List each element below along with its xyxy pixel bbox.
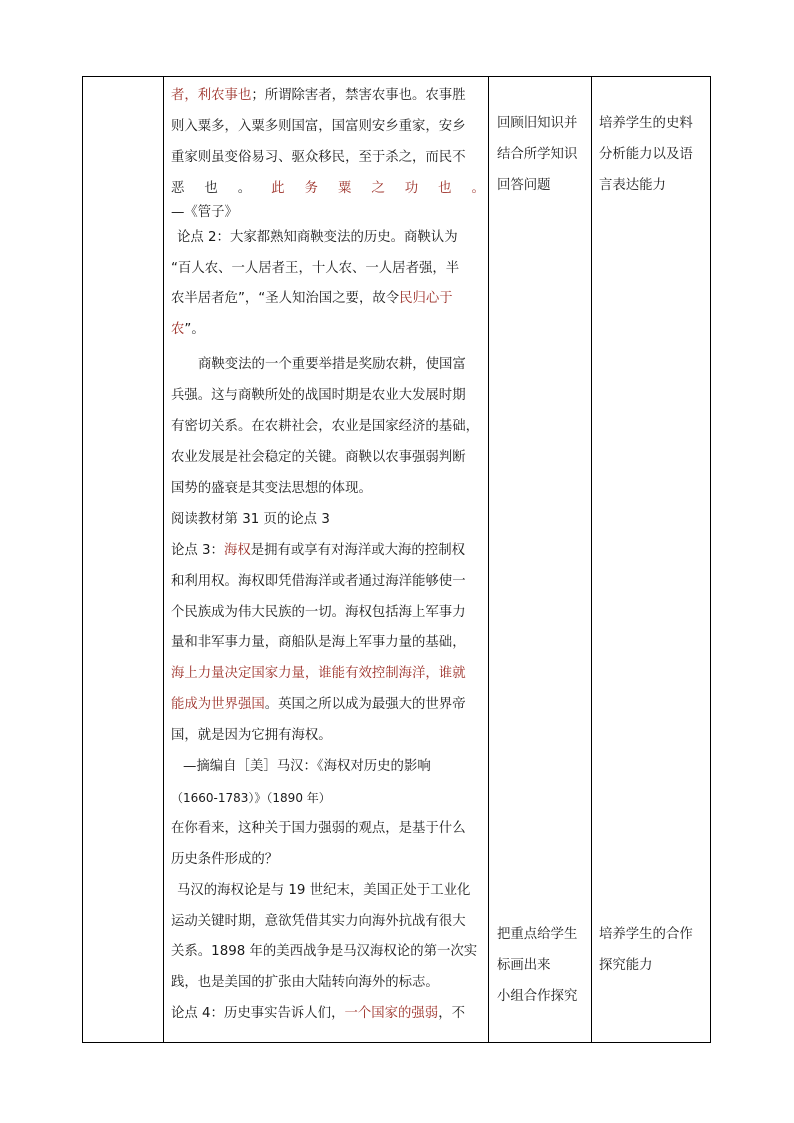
activity-line: 小组合作探究 [497, 988, 578, 1004]
content-line: 重家则虽变俗易习、驱众移民，至于杀之，而民不 [171, 149, 466, 165]
text-span: ”。 [184, 322, 205, 338]
text-span: 是拥有或享有对海洋或大海的控制权 [250, 542, 465, 558]
char: 功 [404, 180, 419, 196]
content-line [171, 284, 485, 315]
highlight-text: 能成为世界强国 [171, 697, 265, 713]
student-activity-block [497, 920, 577, 1013]
highlight-text: 农 [171, 322, 185, 338]
intent-line: 言表达能力 [599, 177, 666, 193]
intent-line: 探究能力 [599, 957, 653, 973]
content-line: 农业发展是社会稳定的关键。商鞅以农事强弱判断 [171, 449, 466, 465]
text-span: 。英国之所以成为最强大的世界帝 [264, 697, 466, 713]
content-line: 论点 2：大家都熟知商鞅变法的历史。商鞅认为 [177, 229, 458, 245]
question-line: 历史条件形成的？ [171, 851, 279, 867]
char: 也 [204, 180, 218, 196]
content-line: 则入粟多，入粟多则国富，国富则安乡重家，安乡 [171, 118, 466, 134]
char: 也 [438, 180, 452, 196]
char: 。 [237, 180, 252, 196]
content-line [171, 81, 485, 112]
char: 。 [471, 180, 485, 196]
content-line: 有密切关系。在农耕社会，农业是国家经济的基础， [171, 419, 479, 435]
char: 之 [371, 180, 385, 196]
empty-first-column [83, 77, 163, 1042]
intent-line: 培养学生的合作 [599, 927, 693, 942]
highlight-text: 民归心于 [399, 291, 453, 307]
student-activity-column [489, 77, 592, 1042]
highlight-text: 者，利农事也 [171, 88, 252, 103]
content-line-justified [171, 174, 485, 205]
text-span: 农半居者危”，“圣人知治国之要，故令 [171, 291, 400, 307]
activity-line: 结合所学知识 [497, 146, 578, 162]
char: 恶 [171, 180, 185, 196]
design-intent-column [592, 77, 712, 1042]
text-span: 论点 4：历史事实告诉人们， [171, 1006, 345, 1022]
source-citation: （1660-1783）》（1890 年） [171, 790, 331, 805]
content-line: 关系。1898 年的美西战争是马汉海权论的第一次实 [171, 944, 478, 960]
char: 此 [271, 180, 285, 196]
source-citation: —摘编自［美］马汉：《海权对历史的影响 [183, 759, 431, 775]
content-line: “百人农、一人居者王，十人农、一人居者强，半 [171, 260, 460, 276]
teaching-content-column [164, 77, 489, 1042]
source-citation: —《管子》 [171, 204, 238, 220]
activity-line: 回答问题 [497, 177, 551, 193]
content-line [171, 315, 485, 346]
content-line: 个民族成为伟大民族的一切。海权包括海上军事力 [171, 604, 466, 620]
design-intent-block [599, 109, 693, 202]
content-line [171, 536, 485, 567]
intent-line: 培养学生的史料 [599, 116, 693, 131]
text-span: ，不 [438, 1006, 465, 1022]
content-line: 兵强。这与商鞅所处的战国时期是农业大发展时期 [171, 388, 466, 404]
highlight-text: 一个国家的强弱 [344, 1006, 439, 1022]
highlight-line: 海上力量决定国家力量，谁能有效控制海洋，谁就 [171, 666, 466, 682]
student-activity-block [497, 109, 577, 202]
text-span: ；所谓除害者，禁害农事也。农事胜 [251, 88, 466, 103]
content-line [171, 690, 485, 721]
content-line: 阅读教材第 31 页的论点 3 [171, 511, 330, 527]
text-span: 论点 3： [171, 542, 224, 558]
content-line [171, 999, 485, 1030]
char: 务 [304, 180, 318, 196]
content-line: 国，就是因为它拥有海权。 [171, 728, 332, 744]
content-line: 马汉的海权论是与 19 世纪末，美国正处于工业化 [177, 882, 471, 898]
question-line: 在你看来，这种关于国力强弱的观点，是基于什么 [171, 820, 466, 836]
content-line: 量和非军事力量，商船队是海上军事力量的基础， [171, 635, 466, 651]
content-line: 和利用权。海权即凭借海洋或者通过海洋能够使一 [171, 573, 466, 589]
design-intent-block [599, 920, 693, 982]
activity-line: 把重点给学生 [497, 927, 578, 942]
content-line: 运动关键时期，意欲凭借其实力向海外抗战有很大 [171, 913, 466, 929]
highlight-text: 海权 [223, 542, 251, 558]
char: 粟 [337, 180, 352, 196]
activity-line: 回顾旧知识并 [497, 116, 578, 131]
content-line: 商鞅变法的一个重要举措是奖励农耕，使国富 [198, 357, 466, 373]
lesson-plan-table [82, 76, 711, 1043]
content-line: 国势的盛衰是其变法思想的体现。 [171, 480, 372, 496]
intent-line: 分析能力以及语 [599, 146, 693, 162]
activity-line: 标画出来 [497, 957, 551, 973]
content-line: 践，也是美国的扩张由大陆转向海外的标志。 [171, 975, 439, 991]
